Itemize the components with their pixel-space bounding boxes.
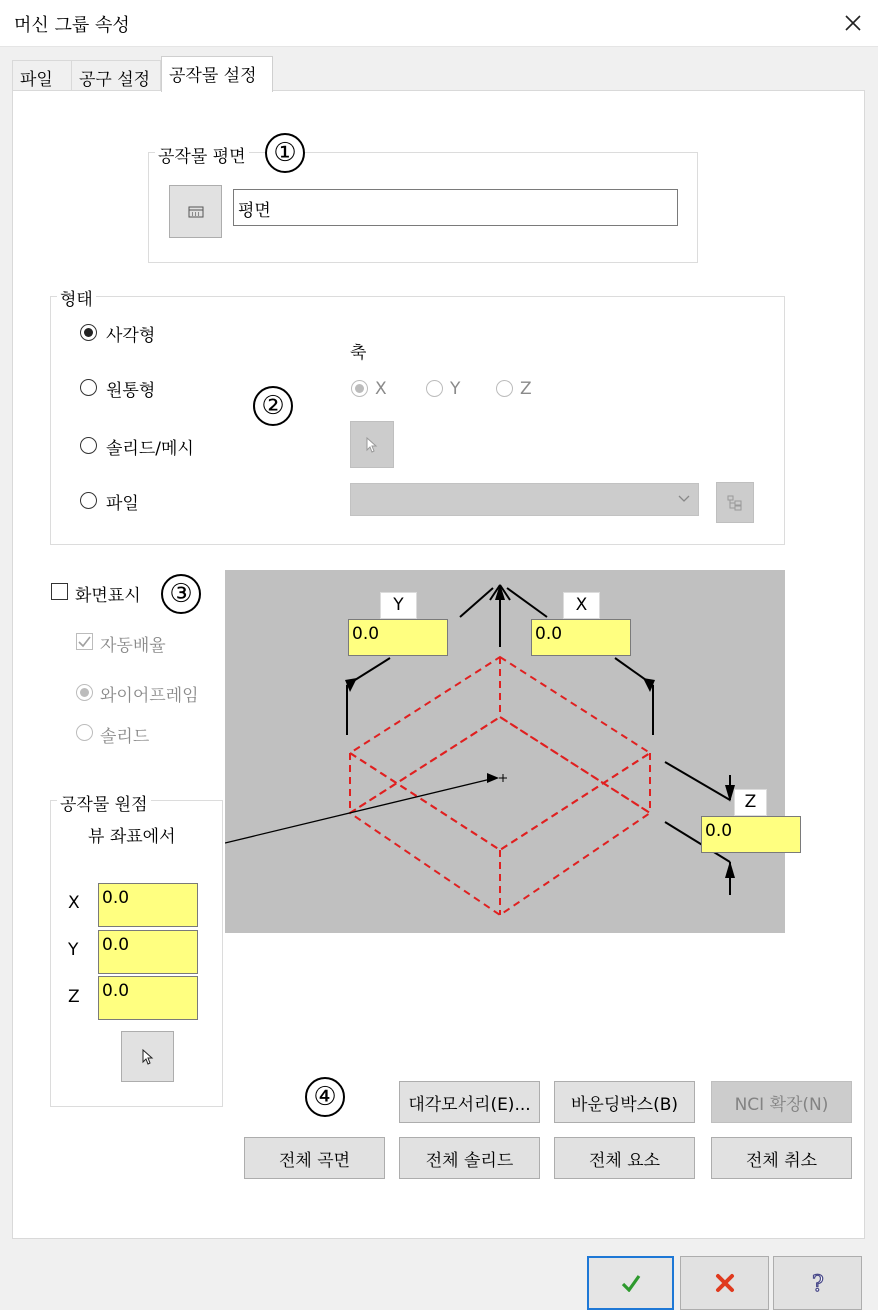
solid-display-label: 솔리드	[100, 727, 150, 747]
cancel-button[interactable]	[680, 1256, 769, 1310]
origin-x-label: X	[68, 893, 80, 913]
auto-zoom-label: 자동배율	[100, 636, 166, 656]
plane-icon	[188, 205, 204, 219]
axis-label: 축	[350, 343, 367, 363]
stock-wireframe-diagram	[225, 570, 785, 933]
title-bar	[0, 0, 878, 47]
plane-select-button[interactable]	[169, 185, 222, 238]
shape-solid-mesh-label: 솔리드/메시	[106, 439, 194, 459]
preview-y-tag: Y	[380, 592, 417, 619]
axis-x-label: X	[375, 379, 387, 399]
annotation-2: ②	[253, 386, 293, 426]
wireframe-label: 와이어프레임	[100, 686, 199, 706]
browse-file-button[interactable]	[716, 482, 754, 523]
all-solids-button[interactable]: 전체 솔리드	[399, 1137, 540, 1179]
shape-cylindrical-radio[interactable]	[80, 379, 97, 396]
all-entities-button[interactable]: 전체 요소	[554, 1137, 695, 1179]
origin-z-label: Z	[68, 987, 80, 1007]
close-icon[interactable]	[838, 8, 868, 38]
file-dropdown[interactable]	[350, 483, 699, 516]
shape-cylindrical-label: 원통형	[106, 381, 156, 401]
annotation-3: ③	[161, 574, 201, 614]
axis-x-radio[interactable]	[351, 380, 368, 397]
select-origin-button[interactable]	[121, 1031, 174, 1082]
axis-y-radio[interactable]	[426, 380, 443, 397]
origin-y-field[interactable]: 0.0	[98, 930, 198, 974]
preview-x-field[interactable]: 0.0	[531, 619, 631, 656]
axis-z-radio[interactable]	[496, 380, 513, 397]
help-icon	[809, 1271, 827, 1295]
annotation-4: ④	[305, 1077, 345, 1117]
tab-file[interactable]: 파일	[12, 60, 72, 90]
axis-y-label: Y	[450, 379, 461, 399]
nci-extents-button[interactable]: NCI 확장(N)	[711, 1081, 852, 1123]
shape-rectangular-radio[interactable]	[80, 324, 97, 341]
ok-button[interactable]	[587, 1256, 674, 1310]
shape-rectangular-label: 사각형	[106, 326, 156, 346]
wireframe-radio[interactable]	[76, 684, 93, 701]
shape-solid-mesh-radio[interactable]	[80, 437, 97, 454]
bounding-box-button[interactable]: 바운딩박스(B)	[554, 1081, 695, 1123]
unselect-all-button[interactable]: 전체 취소	[711, 1137, 852, 1179]
close-icon	[715, 1273, 735, 1293]
all-corners-button[interactable]: 대각모서리(E)...	[399, 1081, 540, 1123]
checkmark-icon	[77, 634, 92, 649]
solid-display-radio[interactable]	[76, 724, 93, 741]
help-button[interactable]	[773, 1256, 862, 1310]
stock-preview	[225, 570, 785, 933]
cursor-arrow-icon	[366, 437, 378, 453]
select-solid-button[interactable]	[350, 421, 394, 468]
shape-file-radio[interactable]	[80, 492, 97, 509]
preview-z-tag: Z	[734, 789, 767, 816]
auto-zoom-checkbox[interactable]	[76, 633, 93, 650]
axis-z-label: Z	[520, 379, 532, 399]
plane-name-field[interactable]: 평면	[233, 189, 678, 226]
file-tree-icon	[726, 494, 744, 512]
cursor-arrow-icon	[142, 1049, 154, 1065]
shape-label: 형태	[57, 285, 96, 310]
svg-text:?: ?	[811, 1272, 824, 1295]
origin-y-label: Y	[68, 940, 79, 960]
tab-stock-setup[interactable]: 공작물 설정	[161, 56, 273, 92]
tab-tool-settings[interactable]: 공구 설정	[71, 60, 161, 90]
show-on-screen-label: 화면표시	[75, 586, 141, 606]
show-on-screen-checkbox[interactable]	[51, 583, 68, 600]
window-title: 머신 그룹 속성	[14, 15, 130, 36]
preview-z-field[interactable]: 0.0	[701, 816, 801, 853]
chevron-down-icon	[678, 495, 690, 503]
origin-x-field[interactable]: 0.0	[98, 883, 198, 927]
origin-z-field[interactable]: 0.0	[98, 976, 198, 1020]
preview-y-field[interactable]: 0.0	[348, 619, 448, 656]
stock-origin-label: 공작물 원점	[57, 790, 151, 815]
all-surfaces-button[interactable]: 전체 곡면	[244, 1137, 385, 1179]
annotation-1: ①	[265, 133, 305, 173]
checkmark-icon	[621, 1274, 641, 1292]
view-coords-label: 뷰 좌표에서	[88, 827, 176, 847]
stock-plane-label: 공작물 평면	[155, 142, 249, 167]
shape-file-label: 파일	[106, 494, 139, 514]
preview-x-tag: X	[563, 592, 600, 619]
